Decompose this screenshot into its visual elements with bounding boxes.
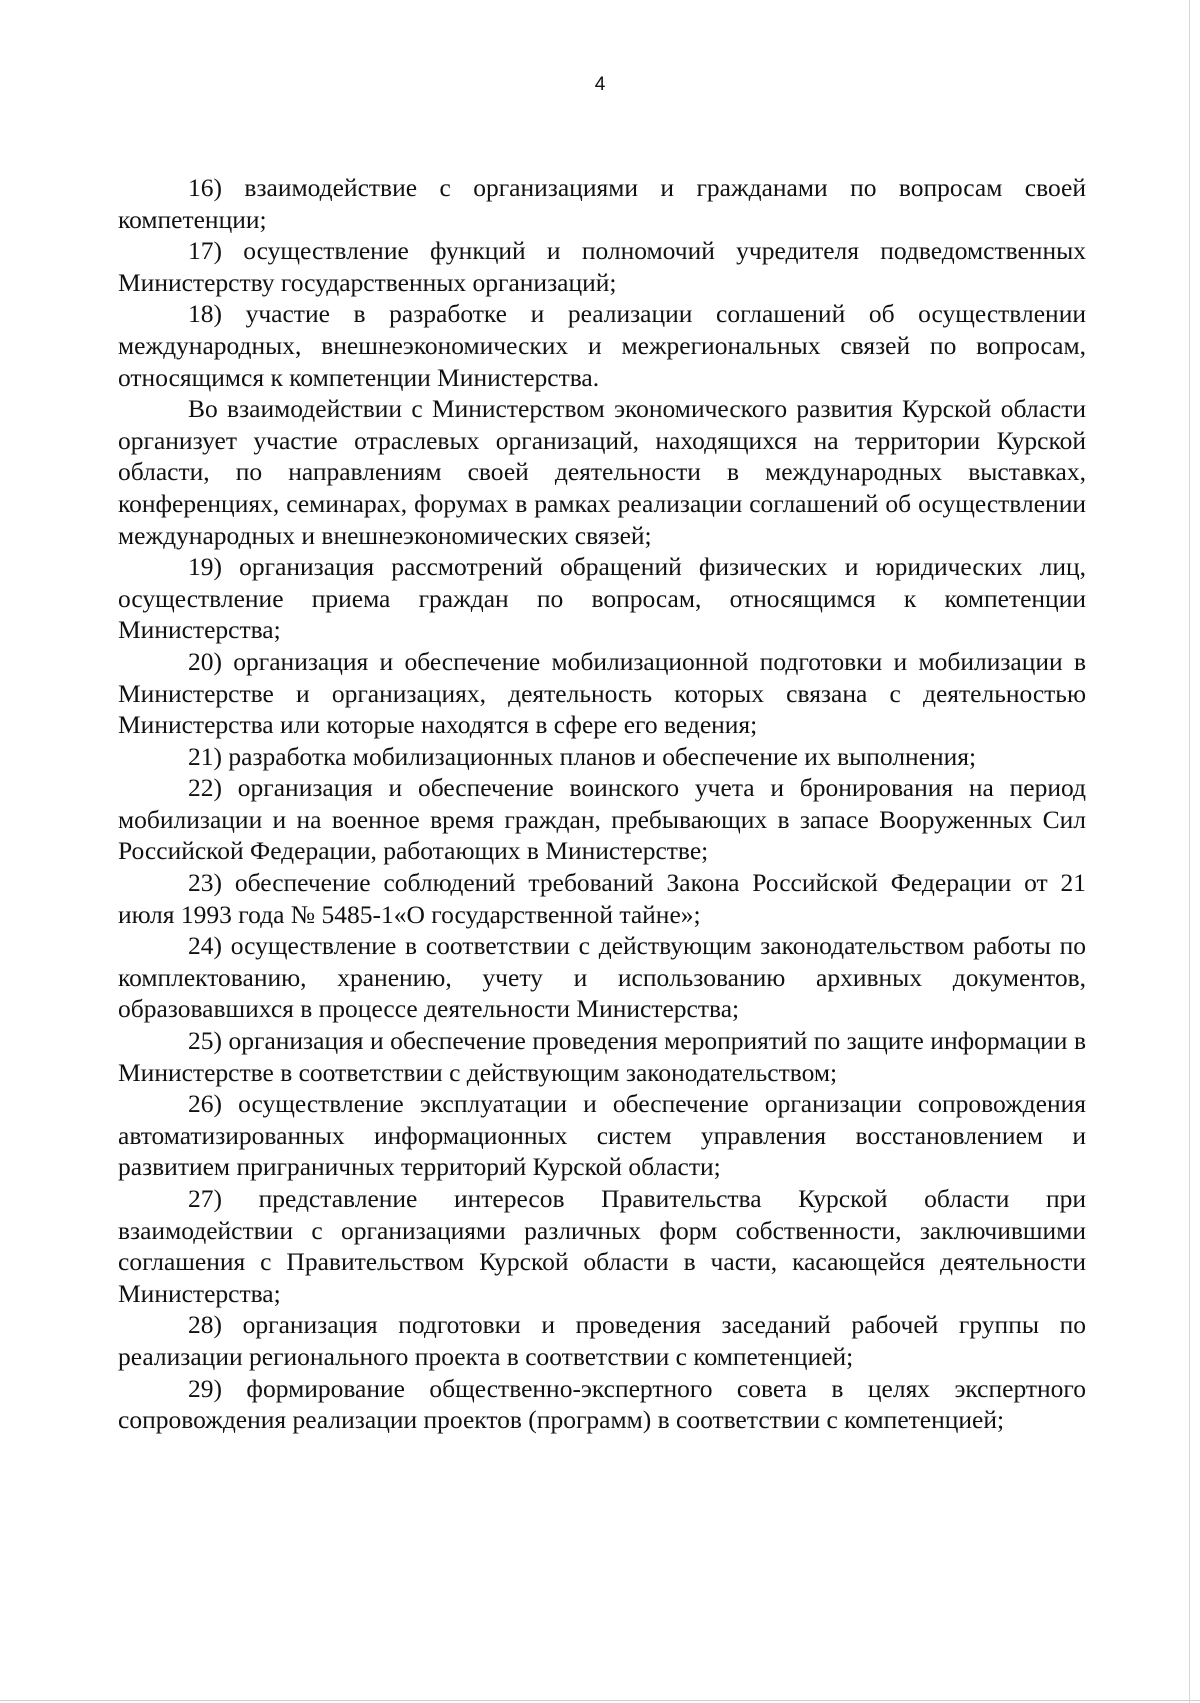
paragraph-item-18: 18) участие в разработке и реализации соглашений об осуществлении международных, внешнеэкономических и межрегиональных связей по вопросам, относящимся к компетенции Министерства. (118, 299, 1086, 392)
paragraph-item-24: 24) осуществление в соответствии с действующим законодательством работы по комплектованию, хранению, учету и использованию архивных документов, образовавшихся в процессе деятельности Министерства; (118, 931, 1086, 1024)
document-body (118, 172, 1086, 1436)
paragraph-item-29: 29) формирование общественно-экспертного совета в целях экспертного сопровождения реализации проектов (программ) в соответствии с компетенцией; (118, 1373, 1086, 1435)
paragraph-item-22: 22) организация и обеспечение воинского учета и бронирования на период мобилизации и на военное время граждан, пребывающих в запасе Вооруженных Сил Российской Федерации, работающих в Министерстве; (118, 773, 1086, 866)
paragraph-item-28: 28) организация подготовки и проведения заседаний рабочей группы по реализации регионального проекта в соответствии с компетенцией; (118, 1310, 1086, 1371)
scan-edge-line (1189, 0, 1190, 1703)
paragraph-item-27: 27) представление интересов Правительства Курской области при взаимодействии с организациями различных форм собственности, заключившими соглашения с Правительством Курской области в части, касающейся деятельности Министерства; (118, 1184, 1086, 1308)
paragraph-item-23: 23) обеспечение соблюдений требований Закона Российской Федерации от 21 июля 1993 года № 5485-1«О государственной тайне»; (118, 868, 1086, 929)
paragraph-item-17: 17) осуществление функций и полномочий учредителя подведомственных Министерству государственных организаций; (118, 236, 1086, 297)
scan-edge-line-bottom (0, 1700, 1200, 1701)
page-number: 4 (594, 74, 606, 95)
paragraph-item-16: 16) взаимодействие с организациями и гражданами по вопросам своей компетенции; (118, 173, 1086, 234)
paragraph-cooperation: Во взаимодействии с Министерством экономического развития Курской области организует участие отраслевых организаций, находящихся на территории Курской области, по направлениям своей деятельности в международных выставках, конференциях, семинарах, форумах в рамках реализации соглашений об осуществлении международных и внешнеэкономических связей; (118, 394, 1086, 550)
paragraph-item-21: 21) разработка мобилизационных планов и обеспечение их выполнения; (188, 741, 977, 771)
paragraph-item-26: 26) осуществление эксплуатации и обеспечение организации сопровождения автоматизированных информационных систем управления восстановлением и развитием приграничных территорий Курской области; (118, 1089, 1086, 1182)
paragraph-item-20: 20) организация и обеспечение мобилизационной подготовки и мобилизации в Министерстве и организациях, деятельность которых связана с деятельностью Министерства или которые находятся в сфере его ведения; (118, 646, 1086, 740)
paragraph-item-19: 19) организация рассмотрений обращений физических и юридических лиц, осуществление приема граждан по вопросам, относящимся к компетенции Министерства; (118, 552, 1086, 645)
paragraph-item-25: 25) организация и обеспечение проведения мероприятий по защите информации в Министерстве в соответствии с действующим законодательством; (118, 1026, 1086, 1087)
